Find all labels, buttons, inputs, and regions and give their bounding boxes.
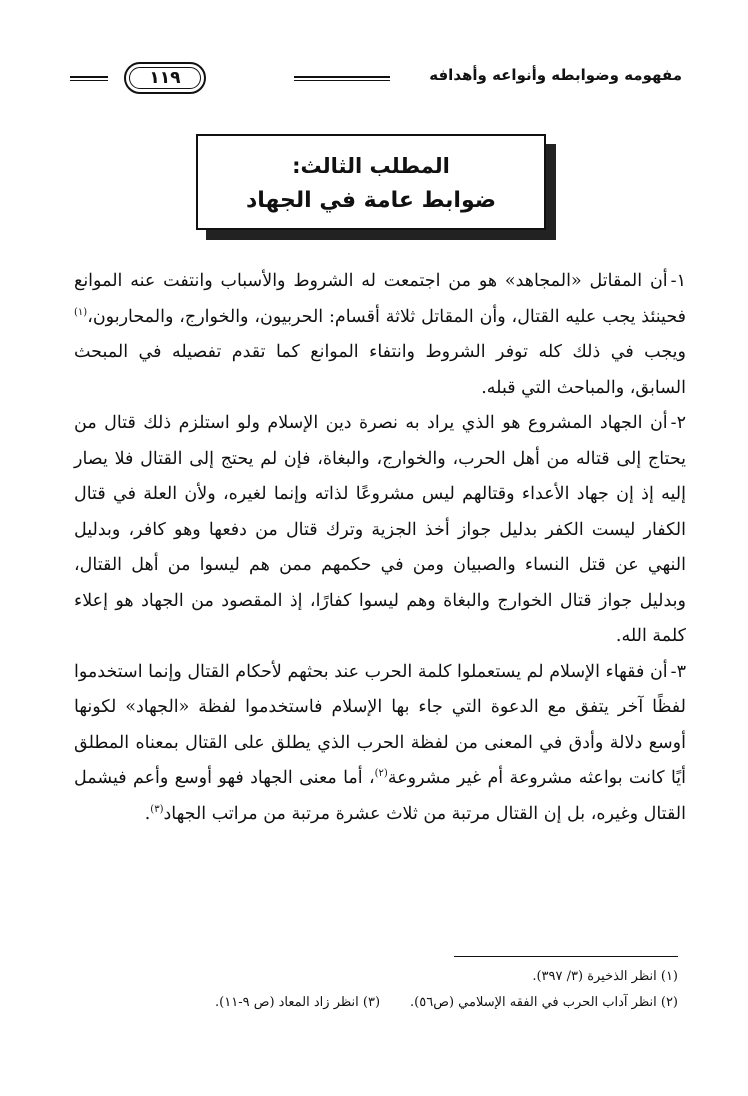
- header-rule-left: [70, 76, 108, 81]
- paragraph-text: أن فقهاء الإسلام لم يستعملوا كلمة الحرب عند بحثهم لأحكام القتال وإنما استخدموا لفظًا آخر يتفق مع الدعوة التي جاء بها الإسلام فاستخدموا لفظة «الجهاد» لكونها أوسع دلالة وأدق في المعنى من لفظة الحرب الذي يطلق على القتال بمعناه المطلق أيًا كانت بواعثه مشروعة أم غير مشروعة: [74, 661, 687, 788]
- body-text: [74, 264, 686, 832]
- footnote-reference[interactable]: (١): [74, 306, 88, 318]
- footnote-separator: [454, 956, 678, 957]
- paragraph-text: ، أما معنى الجهاد فهو أوسع وأعم فيشمل القتال وغيره، بل إن القتال مرتبة من ثلاث عشرة مرتبة من مراتب الجهاد: [74, 768, 686, 824]
- footnote-reference[interactable]: (٣): [150, 803, 164, 815]
- footnote-2: (٢) انظر آداب الحرب في الفقه الإسلامي (ص٥٦).: [410, 995, 678, 1010]
- section-heading: [196, 134, 556, 240]
- header-rule-right: [294, 76, 390, 81]
- paragraph-text: أن الجهاد المشروع هو الذي يراد به نصرة دين الإسلام ولو استلزم ذلك قتال من يحتاج إلى قتاله من أهل الحرب، والخوارج، والبغاة، فإن لم يحتج إلى القتال فلا يصار إليه إذ إن جهاد الأعداء وقتالهم ليس مشروعًا لذاته وإنما لغيره، ولأن العلة في قتال الكفار ليست الكفر بدليل جواز أخذ الجزية وترك قتال من دفعها وهو كافر، وبدليل النهي عن قتل النساء والصبيان ومن في حكمهم ممن هم ليسوا من أهل القتال، وبدليل جواز قتال الخوارج والبغاة وهم ليسوا كفارًا، إذ المقصود من الجهاد هو إعلاء كلمة الله.: [74, 413, 686, 646]
- paragraph-3: [74, 655, 686, 833]
- footnote-line: [66, 964, 678, 990]
- paragraph-text: أن المقاتل «المجاهد» هو من اجتمعت له الشروط والأسباب وانتفت عنه الموانع فحينئذ يجب عليه القتال، وأن المقاتل ثلاثة أقسام: الحربيون، والخوارج، والمحاربون،: [74, 271, 686, 327]
- footnote-reference[interactable]: (٢): [374, 768, 388, 780]
- paragraph-number: ١-: [670, 271, 686, 291]
- paragraph-2: [74, 406, 686, 655]
- header-title: مفهومه وضوابطه وأنواعه وأهدافه: [429, 66, 682, 84]
- page-number: ١١٩: [124, 62, 206, 94]
- paragraph-1: [74, 264, 686, 406]
- paragraph-text: .: [144, 803, 151, 824]
- footnote-line: [66, 990, 678, 1016]
- section-title: ضوابط عامة في الجهاد: [245, 188, 497, 213]
- footnotes: [66, 964, 678, 1016]
- paragraph-number: ٢-: [670, 413, 686, 433]
- section-heading-box: [196, 134, 546, 230]
- footnote-1: (١) انظر الذخيرة (٣/ ٣٩٧).: [532, 969, 678, 984]
- paragraph-text: ويجب في ذلك كله توفر الشروط وانتفاء الموانع كما تقدم تفصيله في المبحث السابق، والمباحث التي قبله.: [74, 342, 686, 398]
- paragraph-number: ٣-: [670, 661, 686, 682]
- section-label: المطلب الثالث:: [292, 154, 450, 178]
- footnote-3: (٣) انظر زاد المعاد (ص ٩-١١).: [215, 995, 381, 1010]
- running-header: [70, 62, 682, 98]
